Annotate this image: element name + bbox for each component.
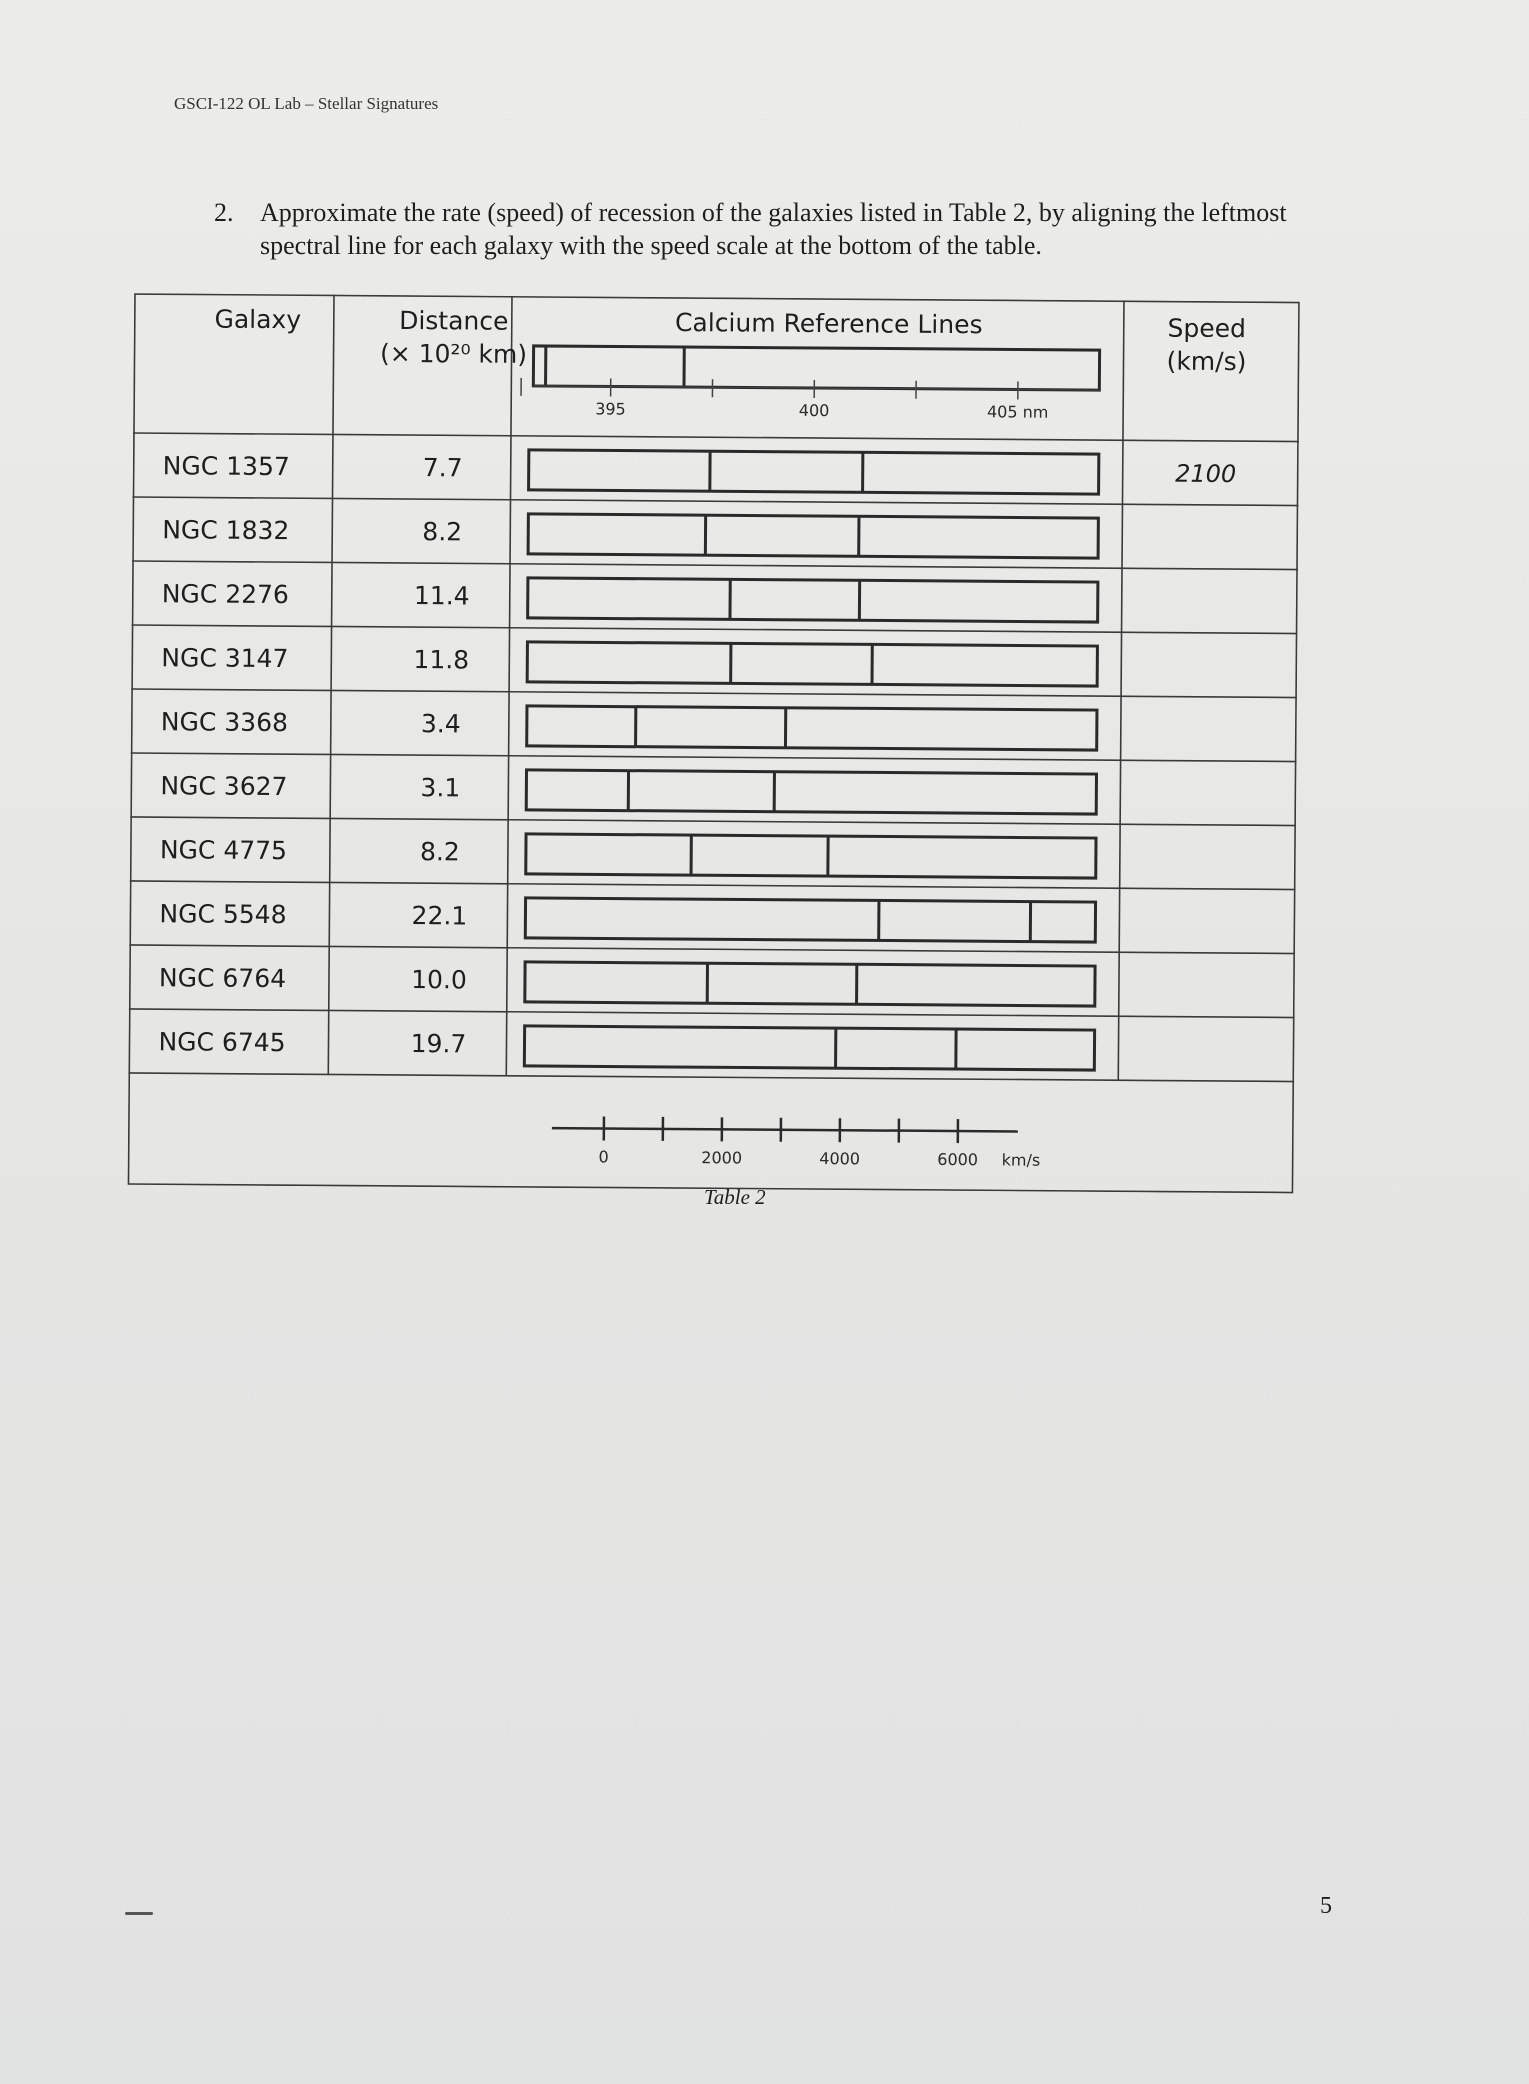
table-row (159, 959, 1095, 1006)
galaxy-distance: 22.1 (411, 901, 468, 931)
galaxy-distance: 10.0 (411, 965, 467, 995)
row-divider (133, 433, 1299, 442)
header-calcium-reference-lines: Calcium Reference Lines (674, 307, 983, 340)
galaxy-spectrum-box (527, 706, 1097, 750)
page-number: 5 (1320, 1893, 1332, 1919)
question-text: Approximate the rate (speed) of recession of the galaxies listed in Table 2, by aligning the leftmost spectral line for each galaxy with the speed scale at the bottom of the table. (260, 198, 1287, 260)
table-row (160, 767, 1096, 814)
reference-tick-label: 400 (798, 400, 830, 421)
galaxy-distance: 3.4 (420, 709, 461, 739)
speed-scale-unit: km/s (1001, 1150, 1041, 1170)
galaxy-spectrum-box (526, 770, 1096, 814)
row-divider (132, 561, 1298, 570)
header-distance-unit: (× 10²⁰ km) (379, 338, 528, 369)
row-divider (129, 1009, 1295, 1018)
column-divider (1118, 300, 1124, 1080)
table-row (162, 575, 1098, 622)
table-row (163, 447, 1237, 495)
galaxy-spectrum-box (527, 642, 1097, 686)
page-header: GSCI-122 OL Lab – Stellar Signatures (174, 94, 439, 113)
galaxy-distance: 11.4 (413, 581, 470, 611)
table-2 (127, 293, 1300, 1194)
speed-scale-label: 2000 (701, 1148, 743, 1168)
galaxy-name: NGC 1832 (162, 515, 290, 546)
row-divider (131, 753, 1297, 762)
question (214, 196, 1344, 262)
galaxy-distance: 19.7 (410, 1029, 467, 1059)
reference-tick-label: 405 nm (986, 402, 1049, 422)
margin-mark (125, 1912, 153, 1915)
galaxy-name: NGC 6764 (158, 963, 287, 994)
galaxy-spectrum-box (526, 834, 1096, 878)
galaxy-spectrum-box (528, 514, 1098, 558)
speed-scale-label: 6000 (937, 1149, 979, 1170)
table-row (162, 511, 1098, 558)
reference-tick-label: 395 (595, 399, 626, 419)
galaxy-name: NGC 1357 (162, 451, 290, 482)
galaxy-distance: 3.1 (420, 773, 461, 803)
row-divider (129, 945, 1295, 954)
galaxy-name: NGC 2276 (161, 579, 290, 610)
galaxy-distance: 11.8 (413, 645, 470, 675)
galaxy-name: NGC 6745 (158, 1027, 286, 1058)
table-row (159, 895, 1095, 942)
table-row (158, 1023, 1094, 1070)
row-divider (131, 689, 1297, 698)
header-speed-unit: (km/s) (1166, 346, 1247, 377)
table-row (160, 831, 1096, 878)
column-divider (328, 294, 334, 1074)
galaxy-speed: 2100 (1175, 459, 1237, 489)
row-divider (132, 625, 1298, 634)
header-speed: Speed (1167, 313, 1247, 344)
galaxy-name: NGC 3368 (160, 707, 289, 738)
galaxy-name: NGC 5548 (159, 899, 287, 930)
row-divider (130, 817, 1296, 826)
row-divider (130, 881, 1296, 890)
speed-scale-label: 4000 (819, 1149, 861, 1169)
galaxy-spectrum-box (528, 578, 1098, 622)
galaxy-spectrum-box (529, 450, 1099, 494)
galaxy-spectrum-box (524, 1026, 1094, 1070)
table-2-grid (127, 293, 1300, 1194)
speed-scale-label: 0 (598, 1147, 609, 1167)
header-distance: Distance (399, 305, 509, 336)
galaxy-distance: 8.2 (422, 517, 463, 547)
reference-spectrum-box (533, 346, 1099, 390)
column-divider (506, 296, 512, 1076)
galaxy-name: NGC 3147 (161, 643, 289, 674)
table-row (161, 703, 1097, 750)
header-galaxy: Galaxy (214, 304, 302, 335)
galaxy-spectrum-box (525, 898, 1095, 942)
row-divider (133, 497, 1299, 506)
galaxy-name: NGC 3627 (160, 771, 288, 802)
galaxy-spectrum-box (525, 962, 1095, 1006)
question-number: 2. (214, 198, 234, 227)
galaxy-name: NGC 4775 (159, 835, 288, 866)
row-divider (128, 1073, 1294, 1082)
galaxy-distance: 7.7 (422, 453, 463, 483)
table-row (161, 639, 1097, 686)
galaxy-distance: 8.2 (419, 837, 460, 867)
speed-scale-axis (552, 1128, 1018, 1131)
table-caption: Table 2 (704, 1185, 766, 1209)
